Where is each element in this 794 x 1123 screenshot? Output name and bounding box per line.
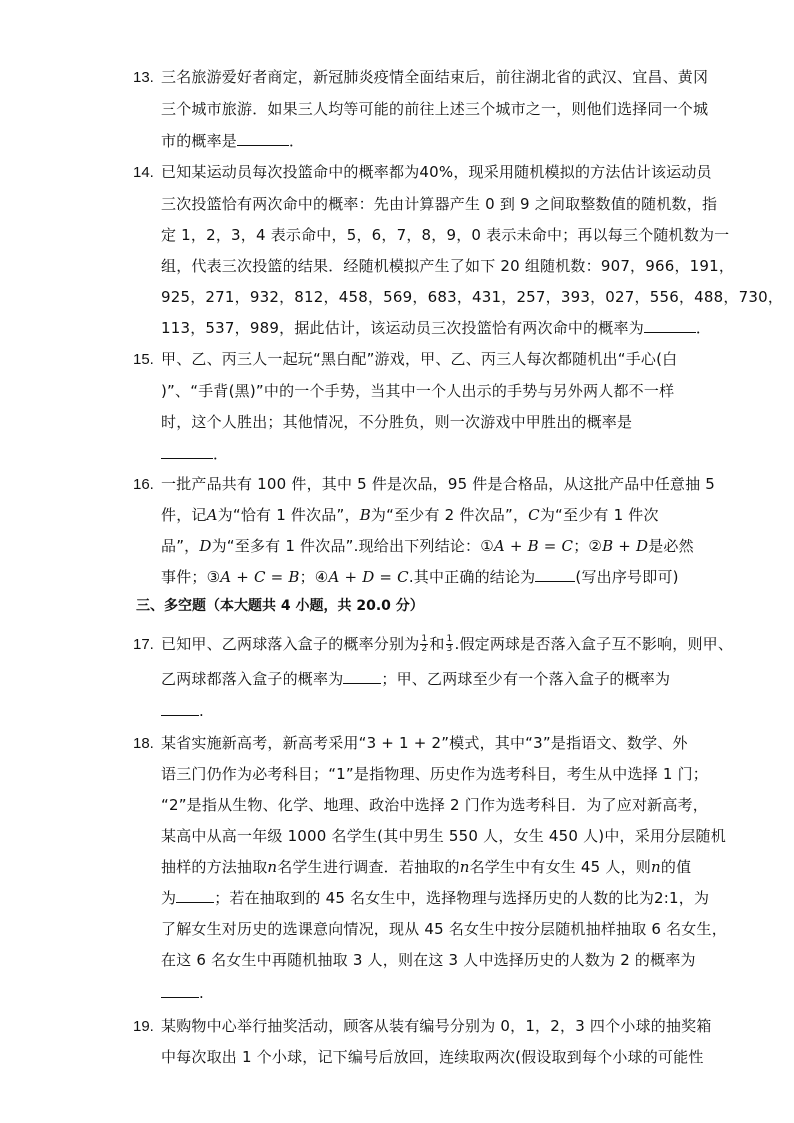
formula-2: B + D	[602, 537, 649, 555]
question-text-line	[161, 696, 681, 727]
question-text-line	[161, 126, 681, 157]
fraction-denominator: 2	[421, 644, 428, 654]
variable-n: n	[459, 858, 470, 876]
question-text-line: 三个城市旅游．如果三人均等可能的前往上述三个城市之一，则他们选择同一个城	[161, 100, 709, 118]
formula-4: A + D = C	[328, 568, 409, 586]
text-segment: 乙两球都落入盒子的概率为	[161, 670, 344, 688]
question-text-line: 在这 6 名女生中再随机抽取 3 人，则在这 3 人中选择历史的人数为 2 的概率为	[161, 951, 696, 969]
fraction	[446, 635, 454, 654]
answer-blank[interactable]	[535, 565, 575, 582]
question-text-line: 组，代表三次投篮的结果．经随机模拟产生了如下 20 组随机数：907，966，191，	[161, 257, 735, 275]
text-segment: 为“至多有 1 件次品”.现给出下列结论：①	[211, 537, 494, 555]
question-text-line: 925，271，932，812，458，569，683，431，257，393，027，556，488，730，	[161, 288, 784, 306]
text-segment: ．	[695, 319, 712, 337]
text-segment: ；②	[573, 537, 603, 555]
event-b: B	[359, 506, 371, 524]
fraction-numerator: 1	[421, 634, 428, 644]
answer-blank[interactable]	[161, 699, 199, 716]
text-segment: 为“恰有 1 件次品”，	[217, 506, 360, 524]
text-segment: 是必然	[648, 537, 694, 555]
question-text-line: 已知某运动员每次投篮命中的概率都为40%，现采用随机模拟的方法估计该运动员	[161, 163, 712, 181]
text-segment: 为“至少有 2 件次品”，	[370, 506, 529, 524]
question-text-line: 三名旅游爱好者商定，新冠肺炎疫情全面结束后，前往湖北省的武汉、宜昌、黄冈	[161, 68, 709, 86]
text-segment: .假定两球是否落入盒子互不影响，则甲、	[454, 635, 734, 653]
answer-blank[interactable]	[161, 442, 213, 459]
event-a: A	[206, 506, 218, 524]
question-text-line	[161, 883, 710, 914]
text-segment: ；若在抽取到的 45 名女生中，选择物理与选择历史的人数的比为2:1，为	[214, 889, 710, 907]
question-number: 16.	[133, 476, 154, 493]
question-text-line	[161, 313, 712, 344]
text-segment: 件，记	[161, 506, 207, 524]
question-text-line	[161, 664, 681, 695]
question-text-line: “2”是指从生物、化学、地理、政治中选择 2 门作为选考科目．为了应对新高考，	[161, 796, 708, 814]
section-heading: 三、多空题（本大题共 4 小题，共 20.0 分）	[136, 598, 424, 614]
text-segment: 市的概率是	[161, 132, 238, 150]
text-segment: ；甲、乙两球至少有一个落入盒子的概率为	[381, 670, 671, 688]
answer-blank[interactable]	[343, 667, 381, 684]
question-number: 19.	[133, 1018, 154, 1035]
event-d: D	[199, 537, 212, 555]
text-segment: ；④	[299, 568, 329, 586]
question-text-line: 一批产品共有 100 件，其中 5 件是次品，95 件是合格品，从这批产品中任意抽 5	[161, 475, 716, 493]
text-segment: 抽样的方法抽取	[161, 858, 268, 876]
answer-blank[interactable]	[237, 129, 289, 146]
question-number: 17.	[133, 636, 154, 653]
question-text-line	[161, 500, 681, 531]
question-text-line	[161, 852, 692, 883]
text-segment: .	[199, 984, 204, 1002]
text-segment: 已知甲、乙两球落入盒子的概率分别为	[161, 635, 420, 653]
question-text-line: 语三门仍作为必考科目；“1”是指物理、历史作为选考科目，考生从中选择 1 门；	[161, 765, 708, 783]
text-segment: 名学生进行调查．若抽取的	[277, 858, 460, 876]
text-segment: 名学生中有女生 45 人，则	[469, 858, 651, 876]
text-segment: 113，537，989，据此估计，该运动员三次投篮恰有两次命中的概率为	[161, 319, 644, 337]
question-text-line	[161, 978, 681, 1009]
question-text-line: )”、“手背(黑)”中的一个手势，当其中一个人出示的手势与另外两人都不一样	[161, 382, 675, 400]
text-segment: ．	[213, 445, 229, 463]
question-text-line	[161, 531, 694, 562]
text-segment: 为“至少有 1 件次	[539, 506, 659, 524]
answer-blank[interactable]	[644, 316, 696, 333]
event-c: C	[528, 506, 540, 524]
formula-1: A + B = C	[493, 537, 574, 555]
fraction-numerator: 1	[446, 634, 453, 644]
question-text-line: 中每次取出 1 个小球，记下编号后放回，连续取两次(假设取到每个小球的可能性	[161, 1048, 704, 1066]
text-segment: ．	[289, 132, 305, 150]
question-text-line: 某省实施新高考，新高考采用“3 + 1 + 2”模式，其中“3”是指语文、数学、外	[161, 734, 688, 752]
question-text-line: 时，这个人胜出；其他情况，不分胜负，则一次游戏中甲胜出的概率是	[161, 413, 633, 431]
question-text-line: 了解女生对历史的选课意向情况，现从 45 名女生中按分层随机抽样抽取 6 名女生，	[161, 920, 727, 938]
question-text-line: 某高中从高一年级 1000 名学生(其中男生 550 人，女生 450 人)中，采用分层随机	[161, 827, 726, 845]
text-segment: 事件；③	[161, 568, 221, 586]
question-number: 14.	[133, 164, 154, 181]
question-text-line	[161, 562, 681, 593]
question-number: 13.	[133, 69, 154, 86]
variable-n: n	[267, 858, 278, 876]
answer-blank[interactable]	[161, 981, 199, 998]
text-segment: 为	[161, 889, 177, 907]
question-text-line: 定 1，2，3，4 表示命中，5，6，7，8，9，0 表示未命中；再以每三个随机数为一	[161, 226, 730, 244]
fraction	[420, 635, 428, 654]
question-text-line: 三次投篮恰有两次命中的概率：先由计算器产生 0 到 9 之间取整数值的随机数，指	[161, 195, 718, 213]
variable-n: n	[651, 858, 661, 876]
question-text-line: 甲、乙、丙三人一起玩“黑白配”游戏，甲、乙、丙三人每次都随机出“手心(白	[161, 350, 678, 368]
text-segment: .其中正确的结论为	[408, 568, 536, 586]
question-text-line	[161, 629, 734, 660]
text-segment: 和	[429, 635, 445, 653]
question-number: 18.	[133, 735, 154, 752]
text-segment: 的值	[660, 858, 692, 876]
question-text-line: 某购物中心举行抽奖活动，顾客从装有编号分别为 0，1，2，3 四个小球的抽奖箱	[161, 1017, 712, 1035]
answer-blank[interactable]	[176, 886, 214, 903]
text-segment: .	[199, 702, 204, 720]
text-segment: (写出序号即可)	[575, 568, 679, 586]
formula-3: A + C = B	[220, 568, 300, 586]
question-number: 15.	[133, 351, 154, 368]
fraction-denominator: 3	[446, 644, 453, 654]
text-segment: 品”，	[161, 537, 200, 555]
question-text-line	[161, 439, 681, 470]
